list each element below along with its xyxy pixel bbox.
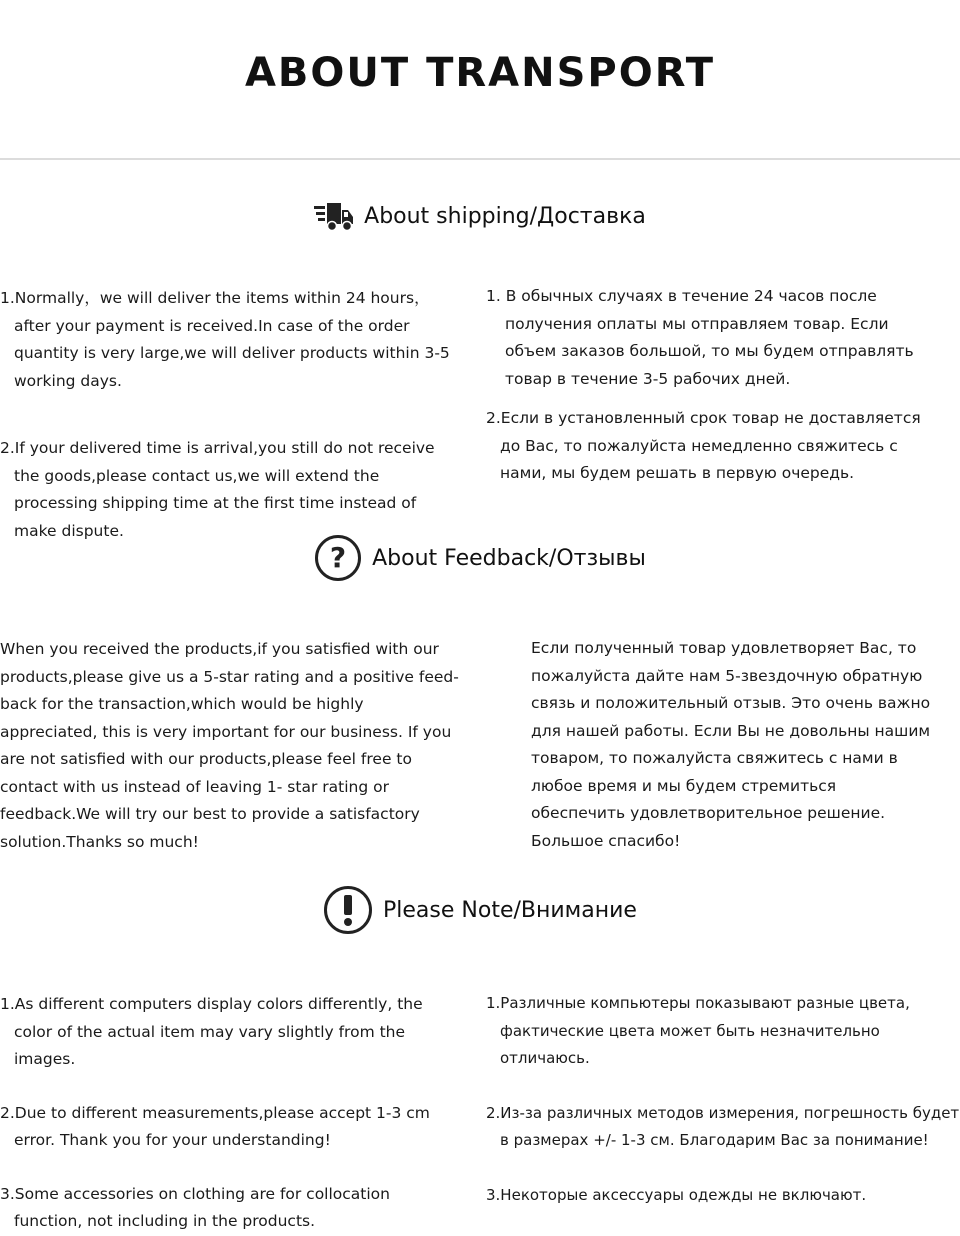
truck-icon xyxy=(314,200,354,232)
feedback-heading-text: About Feedback/Отзывы xyxy=(372,545,646,571)
shipping-heading xyxy=(0,200,960,232)
note-heading-text: Please Note/Внимание xyxy=(383,897,637,923)
note-heading xyxy=(0,885,960,935)
shipping-en-column xyxy=(0,285,462,545)
feedback-ru-text: Если полученный товар удовлетворяет Вас, то пожалуйста дайте нам 5-звездочную обратную связь и положительный отзыв. Это очень важно для нашей работы. Если Вы не довольны нашим товаром, то пожалуйста свяжитесь с нами в любое время и мы будем стремиться обеспечить удовлетворительное решение. Большое спасибо! xyxy=(531,639,931,850)
svg-text:?: ? xyxy=(329,541,347,574)
feedback-en-column xyxy=(0,636,462,856)
shipping-ru-item-1: 1. В обычных случаях в течение 24 часов после получения оплаты мы отправляем товар. Если объем заказов большой, то мы будем отправлять товар в течение 3-5 рабочих дней. xyxy=(486,287,914,388)
note-en-item-2: 2.Due to different measurements,please accept 1-3 cm error. Thank you for your understanding! xyxy=(0,1103,430,1149)
question-circle-icon xyxy=(314,534,362,582)
note-en-item-3: 3.Some accessories on clothing are for collocation function, not including in the products. xyxy=(0,1184,390,1230)
note-ru-item-2: 2.Из-за различных методов измерения, погрешность будет в размерах +/- 1-3 см. Благодарим Вас за понимание! xyxy=(486,1103,960,1149)
shipping-ru-column xyxy=(486,283,936,488)
feedback-en-text: When you received the products,if you satisfied with our products,please give us a 5-star rating and a positive feed-back for the transaction,which would be highly appreciated, this is very important for our business. If you are not satisfied with our products,please feel free to contact with us instead of leaving 1- star rating or feedback.We will try our best to provide a satisfactory solution.Thanks so much! xyxy=(0,640,459,851)
feedback-heading xyxy=(0,534,960,582)
page-title: ABOUT TRANSPORT xyxy=(244,50,716,96)
shipping-en-item-2: 2.If your delivered time is arrival,you still do not receive the goods,please contact us,we will extend the processing shipping time at the first time instead of make dispute. xyxy=(0,439,435,540)
note-ru-item-1: 1.Различные компьютеры показывают разные цвета, фактические цвета может быть незначительно отличаюсь. xyxy=(486,994,910,1067)
feedback-ru-column xyxy=(531,635,931,855)
shipping-en-item-1: 1.Normally，we will deliver the items within 24 hours，after your payment is received.In case of the order quantity is very large,we will deliver products within 3-5 working days. xyxy=(0,289,450,390)
header-divider xyxy=(0,158,960,160)
note-en-column xyxy=(0,991,462,1236)
note-ru-column xyxy=(486,990,960,1209)
note-en-item-1: 1.As different computers display colors differently, the color of the actual item may vary slightly from the images. xyxy=(0,995,423,1068)
exclamation-circle-icon xyxy=(323,885,373,935)
shipping-heading-text: About shipping/Доставка xyxy=(364,203,646,229)
note-ru-item-3: 3.Некоторые аксессуары одежды не включают. xyxy=(486,1185,867,1204)
shipping-ru-item-2: 2.Если в установленный срок товар не доставляется до Вас, то пожалуйста немедленно свяжитесь с нами, мы будем решать в первую очередь. xyxy=(486,409,921,482)
